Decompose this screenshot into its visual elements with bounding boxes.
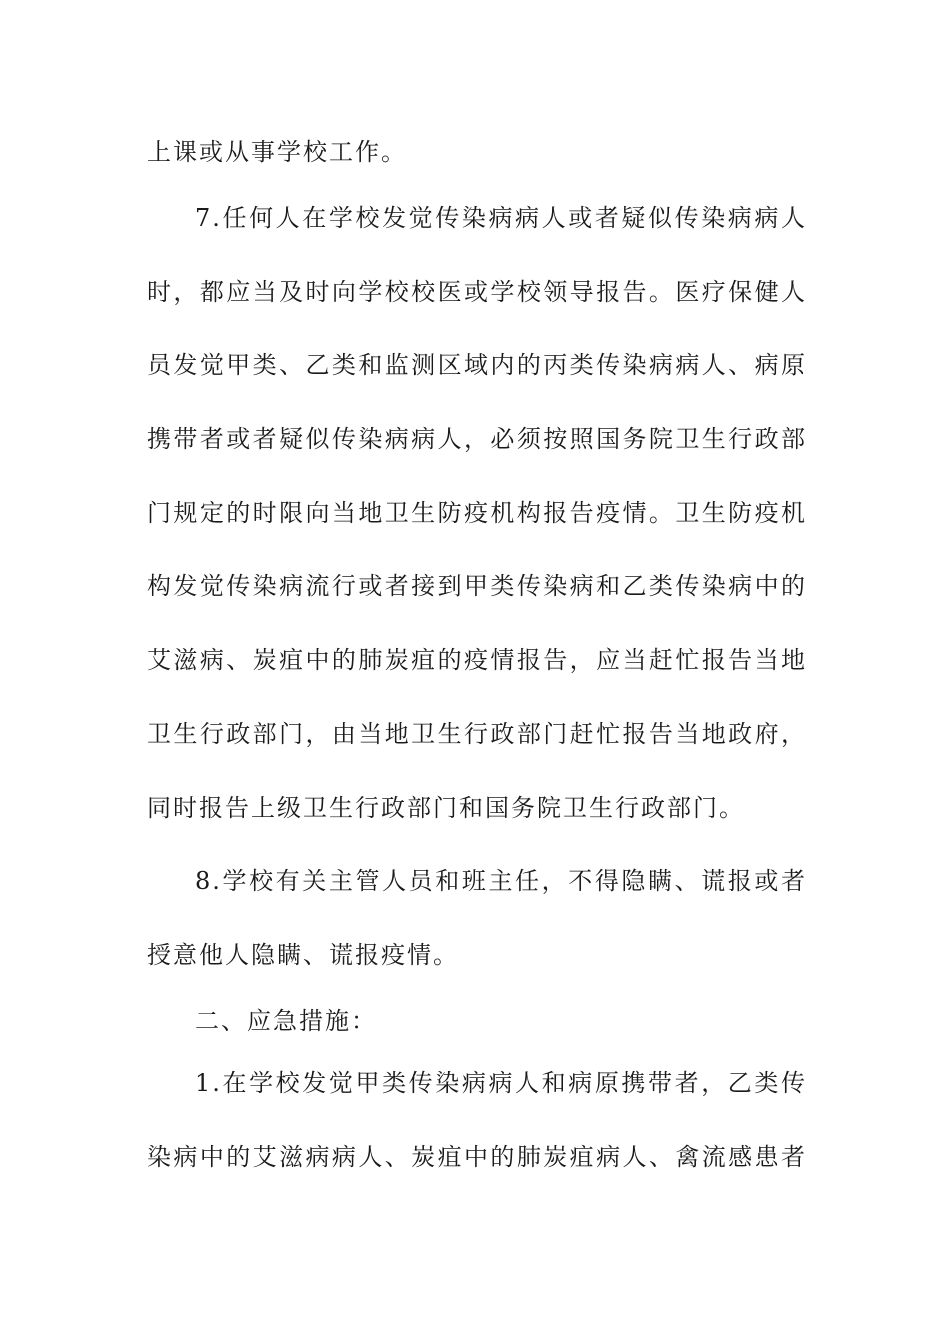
text-line: 员发觉甲类、乙类和监测区域内的丙类传染病病人、病原 bbox=[147, 351, 807, 379]
text-line: 授意他人隐瞒、谎报疫情。 bbox=[147, 941, 459, 969]
text-line: 卫生行政部门，由当地卫生行政部门赶忙报告当地政府， bbox=[147, 720, 807, 748]
text-line: 染病中的艾滋病病人、炭疽中的肺炭疽病人、禽流感患者 bbox=[147, 1143, 807, 1171]
text-line: 构发觉传染病流行或者接到甲类传染病和乙类传染病中的 bbox=[147, 572, 807, 600]
text-line: 同时报告上级卫生行政部门和国务院卫生行政部门。 bbox=[147, 794, 745, 822]
text-line: 携带者或者疑似传染病病人，必须按照国务院卫生行政部 bbox=[147, 425, 807, 453]
text-line: 上课或从事学校工作。 bbox=[147, 138, 407, 166]
text-line: 艾滋病、炭疽中的肺炭疽的疫情报告，应当赶忙报告当地 bbox=[147, 646, 807, 674]
text-line: 时，都应当及时向学校校医或学校领导报告。医疗保健人 bbox=[147, 278, 807, 306]
text-line: 7.任何人在学校发觉传染病病人或者疑似传染病病人 bbox=[195, 204, 807, 232]
text-line: 门规定的时限向当地卫生防疫机构报告疫情。卫生防疫机 bbox=[147, 499, 807, 527]
text-line: 8.学校有关主管人员和班主任，不得隐瞒、谎报或者 bbox=[195, 867, 807, 895]
text-line: 1.在学校发觉甲类传染病病人和病原携带者，乙类传 bbox=[195, 1069, 807, 1097]
section-heading: 二、应急措施： bbox=[195, 1007, 377, 1035]
